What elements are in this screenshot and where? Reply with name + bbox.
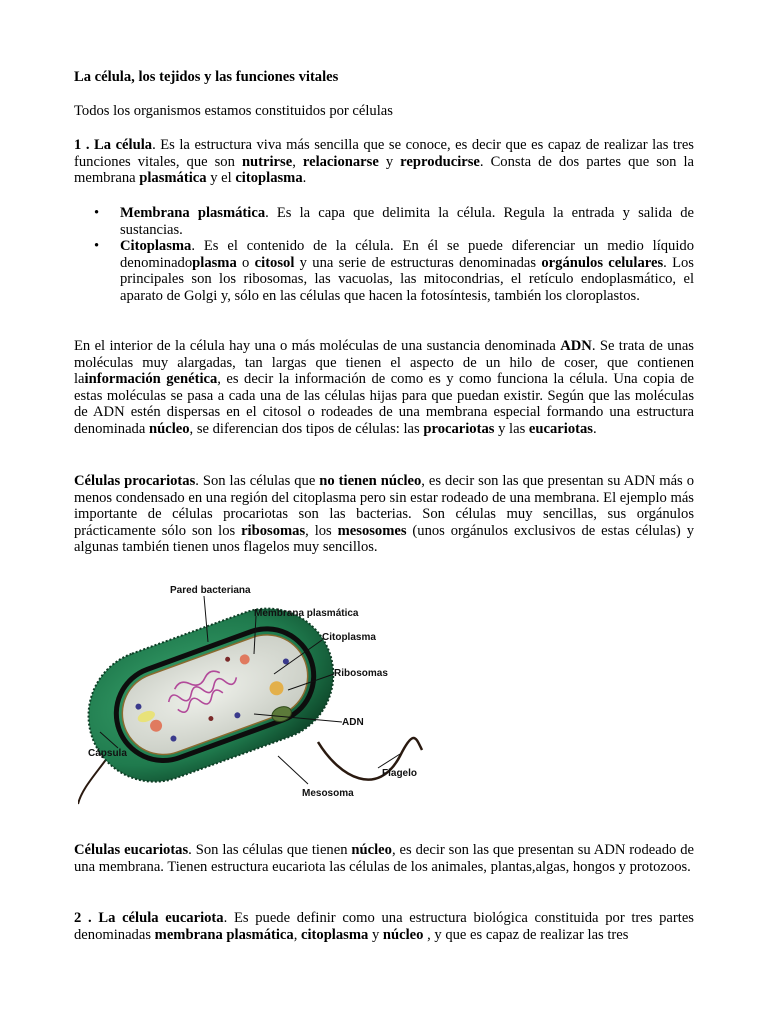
text-run: , es decir son las que presentan su ADN más o menos condensado en una región del citoplasma pero sin estar rodeado de una membrana. El ejemplo más importante de células procariotas son las bacterias. Son células muy sencillas, sus orgánulos prácticamente sólo son los xyxy=(74,473,695,539)
bold-term: citoplasma xyxy=(235,170,303,187)
paragraph-eucariotas xyxy=(74,842,694,875)
document-title: La célula, los tejidos y las funciones vitales xyxy=(74,69,339,85)
bold-term: eucariotas xyxy=(528,420,593,437)
bold-term: relacionarse xyxy=(302,153,379,170)
paragraph-la-celula xyxy=(74,137,694,187)
bold-term: no tienen núcleo xyxy=(319,473,422,489)
text-run: En el interior de la célula hay una o más moléculas de una sustancia denominada xyxy=(74,338,561,354)
list-item xyxy=(74,205,694,238)
bold-term: ribosomas xyxy=(241,522,306,539)
paragraph-celula-eucariota xyxy=(74,910,694,943)
label-membrana-plasmatica: Membrana plasmática xyxy=(254,608,359,619)
text-run: denominadas xyxy=(74,926,155,943)
bold-term: Células eucariotas xyxy=(74,842,189,858)
bold-term: núcleo xyxy=(382,926,424,943)
label-citoplasma: Citoplasma xyxy=(322,632,376,643)
bullet-icon: • xyxy=(94,238,100,255)
bold-term: mesosomes xyxy=(337,522,407,539)
bold-term: procariotas xyxy=(423,420,495,437)
text-run: , y que es capaz de realizar las tres xyxy=(423,926,629,943)
label-flagelo: Flagelo xyxy=(382,768,418,779)
bold-term: citosol xyxy=(254,254,295,271)
list-item xyxy=(74,238,694,304)
text-run: . xyxy=(592,420,597,437)
flagellum xyxy=(78,754,110,804)
text-run: . Se trata de unas moléculas muy alargadas, tan largas que tienen el aspecto de un hilo de coser, que contienen la xyxy=(74,338,694,388)
bold-term: ADN xyxy=(560,338,592,354)
bold-term: Membrana plasmática xyxy=(120,205,266,221)
text-run: y xyxy=(378,153,401,170)
text-run: , es decir la información de como es y como funciona la célula. Una copia de estas moléculas se pasa a cada una de las células hijas para que puedan existir. Según que las moléculas de ADN estén dispersas en el citosol o rodeades de una membrana especial formando una estructura denominada xyxy=(74,371,694,437)
label-pared-bacteriana: Pared bacteriana xyxy=(170,585,251,596)
text-run: y xyxy=(368,926,383,943)
paragraph-procariotas xyxy=(74,473,694,556)
section-heading: 2 . La célula eucariota xyxy=(74,910,224,926)
bold-term: membrana plasmática xyxy=(154,926,294,943)
text-run: (unos orgánulos exclusivos de estas células) y algunas también tienen unos flagelos muy sencillos. xyxy=(74,522,694,556)
bold-term: información genética xyxy=(84,371,218,388)
bold-term: Citoplasma xyxy=(120,238,192,255)
bold-term: núcleo xyxy=(148,420,190,437)
label-mesosoma: Mesosoma xyxy=(302,788,354,799)
text-run: . Es puede definir como una estructura biológica constituida por tres partes xyxy=(223,910,694,926)
bacteria-diagram xyxy=(78,578,450,818)
text-run: . xyxy=(302,170,307,187)
text-run: . Consta de dos partes que son la membrana xyxy=(74,153,695,187)
bullet-list xyxy=(74,205,694,305)
bold-term: plasma xyxy=(192,254,237,271)
bullet-icon: • xyxy=(94,205,100,221)
text-run: , los xyxy=(305,522,338,539)
bold-term: nutrirse xyxy=(241,153,293,170)
bold-term: núcleo xyxy=(351,842,392,858)
text-run: . Es el contenido de la célula. En él se puede diferenciar un medio líquido denominado xyxy=(120,238,694,271)
bold-term: reproducirse xyxy=(400,153,480,170)
bold-term: plasmática xyxy=(139,170,207,187)
label-ribosomas: Ribosomas xyxy=(334,668,388,679)
text-run: , es decir son las que presentan su ADN rodeado de una membrana. Tienen estructura eucariota las células de los animales, plantas,algas, hongos y protozoos. xyxy=(74,842,694,875)
intro-paragraph: Todos los organismos estamos constituidos por células xyxy=(74,103,393,119)
text-run: y el xyxy=(206,170,236,187)
text-run: , xyxy=(293,926,301,943)
text-run: . Es la capa que delimita la célula. Regula la entrada y salida de sustancias. xyxy=(120,205,694,238)
bold-term: Células procariotas xyxy=(74,473,196,489)
section-heading: 1 . La célula xyxy=(74,137,153,153)
text-run: y una serie de estructuras denominadas xyxy=(294,254,542,271)
paragraph-adn xyxy=(74,338,694,438)
text-run: . Es la estructura viva más sencilla que se conoce, es decir que es capaz de realizar las tres funciones vitales, que son xyxy=(74,137,694,170)
text-run: , xyxy=(292,153,303,170)
bold-term: orgánulos celulares xyxy=(541,254,664,271)
text-run: . Son las células que tienen xyxy=(188,842,352,858)
bold-term: citoplasma xyxy=(301,926,369,943)
text-run: o xyxy=(236,254,255,271)
text-run: . Son las células que xyxy=(195,473,320,489)
text-run: . Los principales son los ribosomas, las vacuolas, las mitocondrias, el retículo endoplasmático, el aparato de Golgi y, sólo en las células que hacen la fotosíntesis, también los cloroplastos. xyxy=(120,254,694,304)
label-capsula: Cápsula xyxy=(88,748,127,759)
text-run: y las xyxy=(494,420,529,437)
text-run: , se diferencian dos tipos de células: las xyxy=(189,420,424,437)
label-adn: ADN xyxy=(342,717,364,728)
